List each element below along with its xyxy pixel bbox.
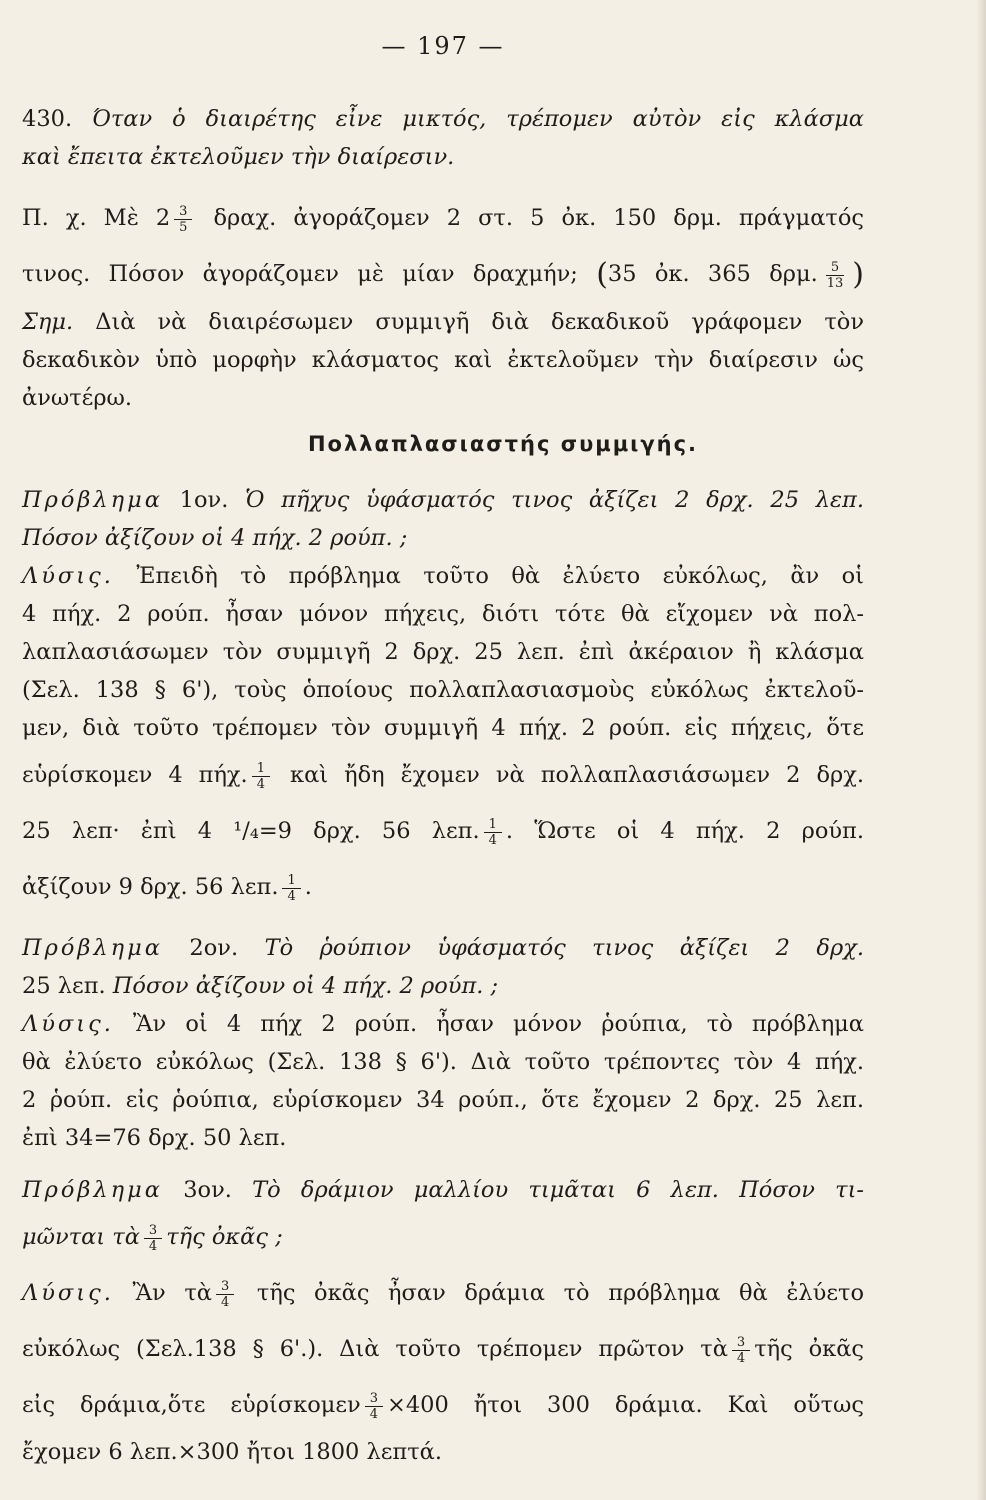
fraction-1-4: $\frac{1}{4}$ (484, 817, 502, 848)
text-line-29: ἔχομεν 6 λεπ.×300 ἤτοι 1800 λεπτά. (22, 1439, 442, 1465)
fraction-3-5: $\frac{3}{5}$ (174, 204, 192, 235)
text-line-3: Π. χ. Μὲ 2 $\frac{3}{5}$ δραχ. ἀγοράζομεν 2 στ. 5 ὀκ. 150 δρμ. πράγματός (22, 203, 864, 235)
text-line-27: εὐκόλως (Σελ.138 § 6'.). Διὰ τοῦτο τρέπομεν πρῶτον τὰ $\frac{3}{4}$ τῆς ὀκᾶς (22, 1334, 864, 1366)
text-line-22: 2 ῥούπ. εἰς ῥούπια, εὑρίσκομεν 34 ρούπ., ὅτε ἔχομεν 2 δρχ. 25 λεπ. (22, 1087, 864, 1113)
page-number: — 197 — (381, 32, 505, 60)
text-line-14: μεν, διὰ τοῦτο τρέπομεν τὸν συμμιγῆ 4 πήχ. 2 ρούπ. εἰς πήχεις, ὅτε (22, 715, 864, 741)
book-page (22, 30, 864, 1471)
text-line-21: θὰ ἐλύετο εὐκόλως (Σελ. 138 § 6'). Διὰ τοῦτο τρέποντες τὸν 4 πήχ. (22, 1049, 864, 1075)
text-line-24: Πρόβλημα 3ον. Τὸ δράμιον μαλλίου τιμᾶται 6 λεπ. Πόσον τι- (22, 1177, 865, 1203)
text-line-11: 4 πήχ. 2 ρούπ. ἦσαν μόνον πήχεις, διότι τότε θὰ εἴχομεν νὰ πολ- (22, 601, 864, 627)
text-line-15: εὑρίσκομεν 4 πήχ. $\frac{1}{4}$ καὶ ἤδη ἔχομεν νὰ πολλαπλασιάσωμεν 2 δρχ. (22, 760, 865, 792)
fraction-1-4: $\frac{1}{4}$ (282, 873, 300, 904)
fraction-1-4: $\frac{1}{4}$ (252, 761, 270, 792)
page-edge-shadow (976, 0, 986, 1500)
text-line-28: εἰς δράμια,ὅτε εὑρίσκομεν $\frac{3}{4}$ ×400 ἤτοι 300 δράμια. Καὶ οὕτως (22, 1390, 864, 1422)
fraction-3-4: $\frac{3}{4}$ (732, 1335, 750, 1366)
text-line-1: 430. Όταν ὁ διαιρέτης εἶνε μικτός, τρέπομεν αὐτὸν εἰς κλάσμα (22, 106, 864, 132)
text-line-5: Σημ. Διὰ νὰ διαιρέσωμεν συμμιγῆ διὰ δεκαδικοῦ γράφομεν τὸν (22, 309, 864, 335)
text-line-7: ἀνωτέρω. (22, 385, 133, 411)
fraction-3-4: $\frac{3}{4}$ (144, 1223, 162, 1254)
text-line-4: τινος. Πόσον ἀγοράζομεν μὲ μίαν δραχμήν; (35 ὀκ. 365 δρμ. $\frac{5}{13}$ ) (22, 257, 865, 292)
text-line-18: Πρόβλημα 2ον. Τὸ ῥούπιον ὑφάσματός τινος ἀξίζει 2 δρχ. (22, 935, 864, 961)
text-line-20: Λύσις. Ἂν οἱ 4 πήχ 2 ρούπ. ἦσαν μόνον ῥούπια, τὸ πρόβλημα (22, 1011, 864, 1037)
paragraph-number: 430. (22, 106, 73, 132)
text-line-9: Πόσον ἀξίζουν οἱ 4 πήχ. 2 ρούπ. ; (22, 525, 408, 551)
text-line-16: 25 λεπ· ἐπὶ 4 ¹/₄=9 δρχ. 56 λεπ. $\frac{1}{4}$ . Ὥστε οἱ 4 πήχ. 2 ρούπ. (22, 816, 864, 848)
text-line-12: λαπλασιάσωμεν τὸν συμμιγῆ 2 δρχ. 25 λεπ. ἐπὶ ἀκέραιον ἢ κλάσμα (22, 639, 864, 665)
text-line-10: Λύσις. Ἐπειδὴ τὸ πρόβλημα τοῦτο θὰ ἐλύετο εὐκόλως, ἂν οἱ (22, 563, 864, 589)
text-line-26: Λύσις. Ἂν τὰ $\frac{3}{4}$ τῆς ὀκᾶς ἦσαν δράμια τὸ πρόβλημα θὰ ἐλύετο (22, 1278, 864, 1310)
text-line-13: (Σελ. 138 § 6'), τοὺς ὁποίους πολλαπλασιασμοὺς εὐκόλως ἐκτελοῦ- (22, 677, 864, 703)
text-line-8: Πρόβλημα 1ον. Ὁ πῆχυς ὑφάσματός τινος ἀξίζει 2 δρχ. 25 λεπ. (22, 487, 864, 513)
text-line-2: καὶ ἔπειτα ἐκτελοῦμεν τὴν διαίρεσιν. (22, 144, 455, 170)
text-line-19: 25 λεπ. Πόσον ἀξίζουν οἱ 4 πήχ. 2 ρούπ. ; (22, 973, 499, 999)
section-heading: Πολλαπλασιαστής συμμιγής. (307, 432, 699, 456)
fraction-5-13: $\frac{5}{13}$ (826, 259, 844, 291)
text-line-25: μῶνται τὰ $\frac{3}{4}$ τῆς ὀκᾶς ; (22, 1222, 283, 1254)
text-line-6: δεκαδικὸν ὑπὸ μορφὴν κλάσματος καὶ ἐκτελοῦμεν τὴν διαίρεσιν ὡς (22, 347, 864, 373)
fraction-3-4: $\frac{3}{4}$ (365, 1391, 383, 1422)
fraction-3-4: $\frac{3}{4}$ (216, 1279, 234, 1310)
text-line-23: ἐπὶ 34=76 δρχ. 50 λεπ. (22, 1125, 287, 1151)
text-line-17: ἀξίζουν 9 δρχ. 56 λεπ. $\frac{1}{4}$ . (22, 872, 312, 904)
